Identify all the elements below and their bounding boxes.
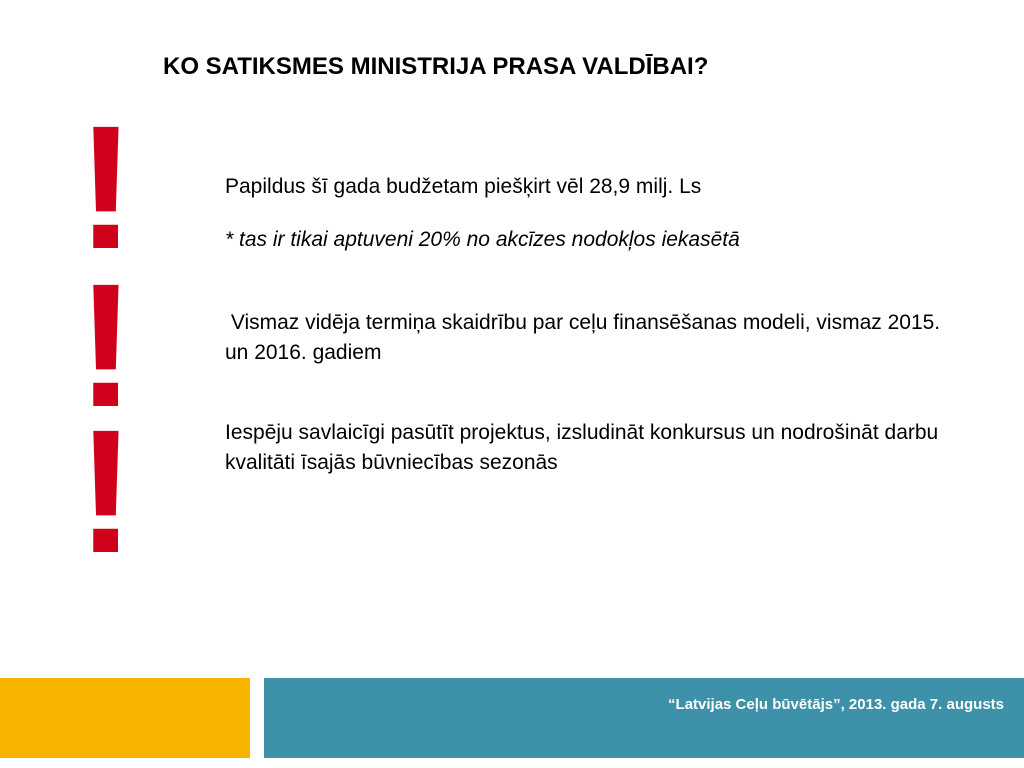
footer-teal-bar: [264, 678, 1024, 758]
slide-body: [225, 172, 965, 478]
term-paragraph: Vismaz vidēja termiņa skaidrību par ceļu finansēšanas modeli, vismaz 2015. un 2016. gadiem: [225, 311, 946, 364]
exclamation-mark-icon: !: [76, 394, 136, 590]
footer-yellow-block: [0, 678, 250, 758]
footnote-paragraph: * tas ir tikai aptuveni 20% no akcīzes nodokļos iekasētā: [225, 228, 740, 251]
projects-paragraph: Iespēju savlaicīgi pasūtīt projektus, izsludināt konkursus un nodrošināt darbu kvalitāti īsajās būvniecības sezonās: [225, 421, 939, 474]
budget-paragraph: Papildus šī gada budžetam piešķirt vēl 28,9 milj. Ls: [225, 175, 702, 198]
exclamation-marks: [74, 90, 138, 590]
exclamation-mark-icon: !: [76, 248, 136, 444]
exclamation-mark-icon: !: [76, 90, 136, 286]
slide-title: KO SATIKSMES MINISTRIJA PRASA VALDĪBAI?: [163, 53, 709, 80]
footer-source-text: “Latvijas Ceļu būvētājs”, 2013. gada 7. augusts: [668, 696, 1004, 713]
